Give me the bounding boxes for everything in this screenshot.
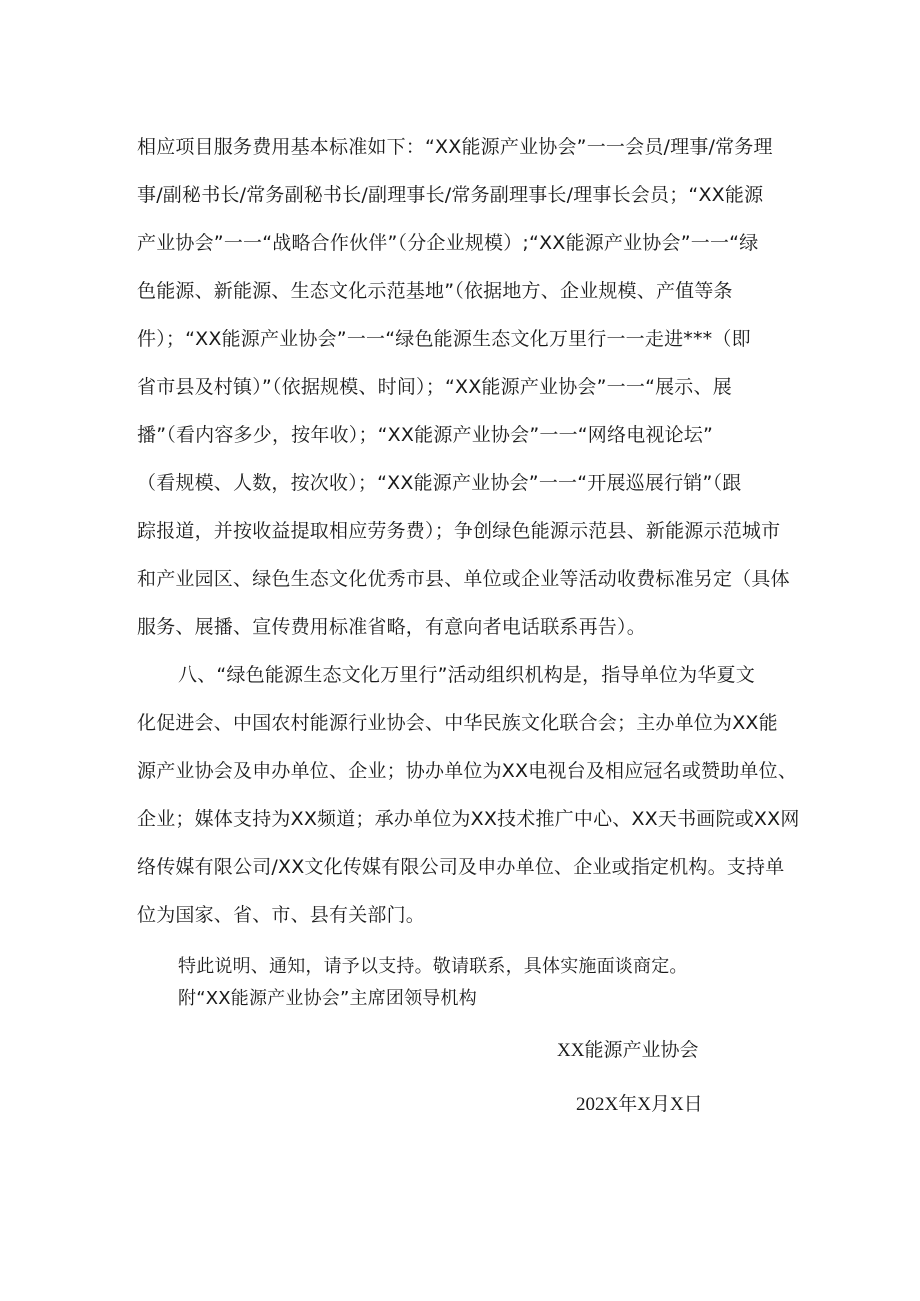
paragraph1-line: 事/副秘书长/常务副秘书长/副理事长/常务副理事长/理事长会员；“XX能源	[137, 184, 764, 206]
paragraph1-line: 踪报道，并按收益提取相应劳务费）；争创绿色能源示范县、新能源示范城市	[137, 520, 781, 542]
paragraph1-line: 播”（看内容多少，按年收）；“XX能源产业协会”一一“网络电视论坛”	[137, 424, 714, 446]
paragraph2-line: 企业；媒体支持为XX频道；承办单位为XX技术推广中心、XX天书画院或XX网	[137, 808, 800, 830]
paragraph2-line: 化促进会、中国农村能源行业协会、中华民族文化联合会；主办单位为XX能	[137, 712, 778, 734]
signature-organization: XX能源产业协会	[557, 1040, 699, 1061]
paragraph1-line: 和产业园区、绿色生态文化优秀市县、单位或企业等活动收费标准另定（具体	[137, 568, 790, 590]
paragraph2-line: 络传媒有限公司/XX文化传媒有限公司及申办单位、企业或指定机构。支持单	[137, 856, 785, 878]
paragraph1-line: 相应项目服务费用基本标准如下：“XX能源产业协会”一一会员/理事/常务理	[137, 136, 773, 158]
signature-date: 202X年X月X日	[576, 1094, 703, 1115]
paragraph1-line: 省市县及村镇）”（依据规模、时间）；“XX能源产业协会”一一“展示、展	[137, 376, 732, 398]
paragraph1-line: 服务、展播、宣传费用标准省略，有意向者电话联系再告）。	[137, 616, 646, 638]
paragraph1-line: 色能源、新能源、生态文化示范基地”（依据地方、企业规模、产值等条	[137, 280, 733, 302]
closing-statement: 特此说明、通知，请予以支持。敬请联系，具体实施面谈商定。	[178, 956, 688, 977]
paragraph2-line: 八、“绿色能源生态文化万里行”活动组织机构是，指导单位为华夏文	[178, 664, 755, 686]
paragraph2-line: 源产业协会及申办单位、企业；协办单位为XX电视台及相应冠名或赞助单位、	[137, 760, 798, 782]
paragraph1-line: 产业协会”一一“战略合作伙伴”（分企业规模）;“XX能源产业协会”一一“绿	[137, 232, 759, 254]
paragraph1-line: 件）；“XX能源产业协会”一一“绿色能源生态文化万里行一一走进***（即	[137, 328, 751, 350]
attachment-note: 附“XX能源产业协会”主席团领导机构	[178, 988, 477, 1009]
paragraph2-line: 位为国家、省、市、县有关部门。	[137, 904, 426, 926]
paragraph1-line: （看规模、人数，按次收）；“XX能源产业协会”一一“开展巡展行销”（跟	[137, 472, 742, 494]
